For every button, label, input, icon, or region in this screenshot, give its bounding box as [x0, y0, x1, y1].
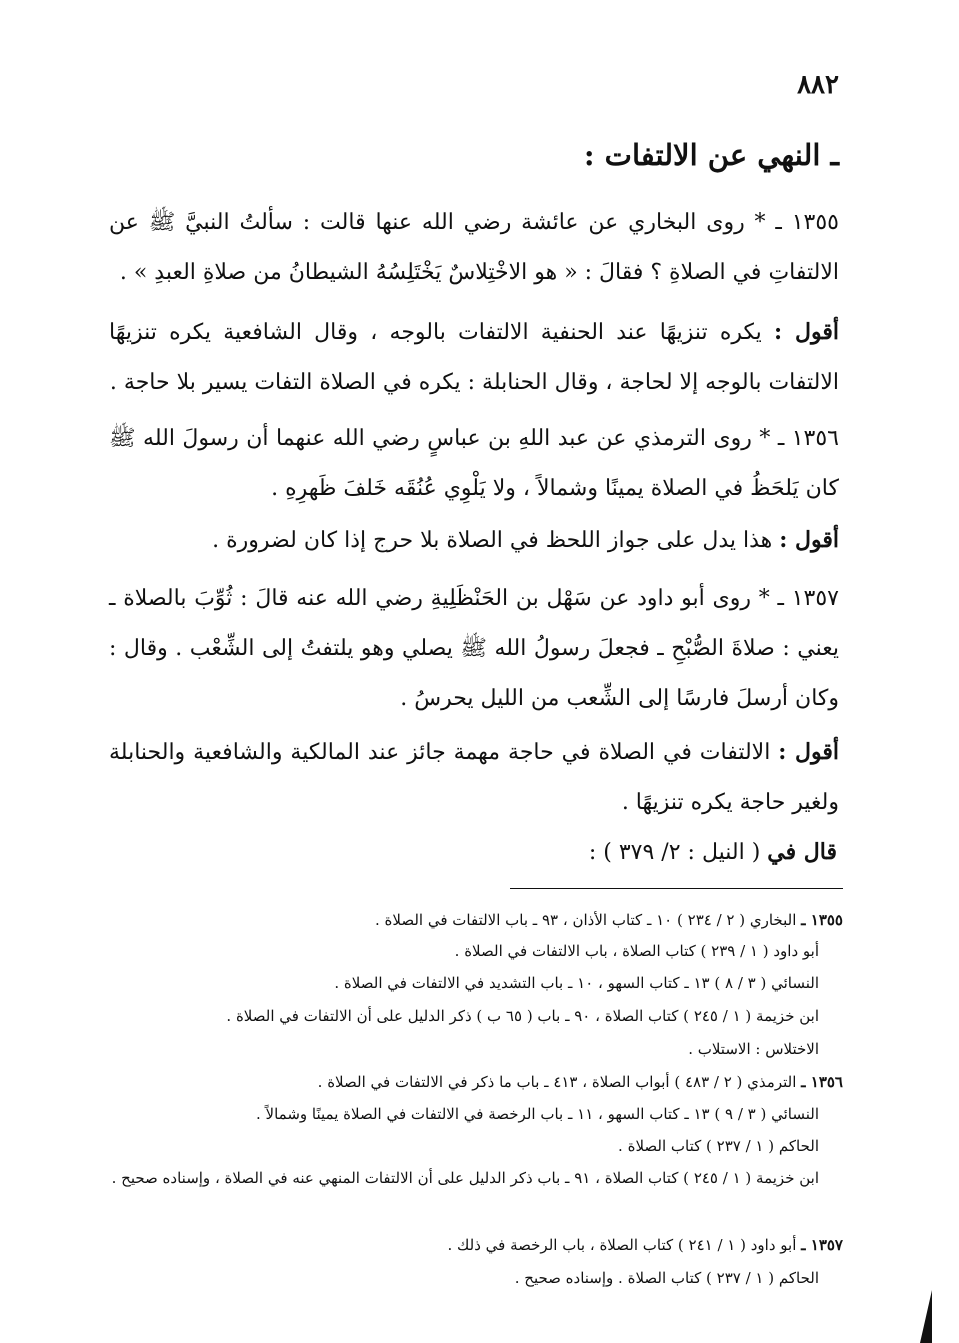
- footnote-text: البخاري ( ٢ / ٢٣٤ ) ١٠ ـ كتاب الأذان ، ٩٣ ـ باب الالتفات في الصلاة .: [375, 911, 802, 929]
- footnote-text: الترمذي ( ٢ / ٤٨٣ ) أبواب الصلاة ، ٤١٣ ـ باب ما ذكر في الالتفات في الصلاة .: [317, 1073, 802, 1091]
- commentary-label: أقول :: [779, 527, 839, 553]
- commentary-paragraph: [109, 307, 839, 408]
- footnote-text: الحاكم ( ١ / ٢٣٧ ) كتاب الصلاة .: [618, 1137, 819, 1155]
- footnote-line: [256, 1098, 819, 1131]
- footnote-line: [226, 1000, 819, 1033]
- footnote-text: أبو داود ( ١ / ٢٣٩ ) كتاب الصلاة ، باب الالتفات في الصلاة .: [454, 942, 819, 960]
- commentary-label: أقول :: [778, 739, 839, 765]
- footnote-text: ابن خزيمة ( ١ / ٢٤٥ ) كتاب الصلاة ، ٩٠ ـ باب ( ٦٥ ب ) ذكر الدليل على أن الالتفات في الصلاة .: [226, 1007, 819, 1025]
- footnote-1357: [447, 1229, 843, 1262]
- footnote-text: ابن خزيمة ( ١ / ٢٤٥ ) كتاب الصلاة ، ٩١ ـ باب ذكر الدليل على أن الالتفات المنهي عنه في الصلاة ، وإسناده صحيح .: [111, 1169, 819, 1187]
- paragraph-text: يكره تنزيهًا عند الحنفية الالتفات بالوجه ، وقال الشافعية يكره تنزيهًا الالتفات بالوجه إلا لحاجة ، وقال الحنابلة : يكره في الصلاة التفات يسير بلا حاجة .: [109, 320, 839, 395]
- hadith-1357-paragraph: [109, 574, 839, 724]
- scan-edge-mark: [920, 1290, 932, 1343]
- commentary-label: أقول :: [774, 319, 839, 345]
- footnote-text: الحاكم ( ١ / ٢٣٧ ) كتاب الصلاة . وإسناده صحيح .: [514, 1269, 819, 1287]
- footnote-line: [334, 967, 819, 1000]
- footnote-text: الاختلاس : الاستلاب .: [688, 1040, 819, 1058]
- hadith-1355-paragraph: [109, 198, 839, 298]
- footnote-number: ١٣٥٥ ـ: [801, 911, 843, 929]
- footnote-text: أبو داود ( ١ / ٢٤١ ) كتاب الصلاة ، باب الرخصة في ذلك .: [447, 1236, 802, 1254]
- paragraph-text: الالتفات في الصلاة في حاجة مهمة جائز عند المالكية والشافعية والحنابلة ولغير حاجة يكره تنزيهًا .: [109, 740, 839, 815]
- footnote-1355: [375, 904, 843, 937]
- quote-intro-paragraph: [107, 827, 837, 878]
- paragraph-text: هذا يدل على جواز اللحظ في الصلاة بلا حرج إذا كان لضرورة .: [212, 528, 780, 553]
- commentary-paragraph: [109, 515, 839, 566]
- paragraph-text: ١٣٥٥ ـ * روى البخاري عن عائشة رضي الله عنها قالت : سألتُ النبيَّ ﷺ عن الالتفاتِ في الصلاةِ ؟ فقالَ : « هو الاخْتِلاسٌ يَخْتَلِسُهُ الشيطانُ من صلاةِ العبدِ » .: [109, 210, 839, 285]
- paragraph-text: ١٣٥٦ ـ * روى الترمذي عن عبد اللهِ بن عباسٍ رضي الله عنهما أن رسولَ الله ﷺ كان يَلحَظُ في الصلاة يمينًا وشمالاً ، ولا يَلْوِي عُنُقَه خَلفَ ظَهرِهِ .: [109, 426, 839, 501]
- page-number: ٨٨٢: [797, 70, 839, 100]
- footnote-text: النسائي ( ٣ / ٨ ) ١٣ ـ كتاب السهو ، ١٠ ـ باب التشديد في الالتفات في الصلاة .: [334, 974, 819, 992]
- footnote-line: [688, 1033, 819, 1066]
- hadith-1356-paragraph: [109, 414, 839, 514]
- footnote-text: النسائي ( ٣ / ٩ ) ١٣ ـ كتاب السهو ، ١١ ـ باب الرخصة في الالتفات في الصلاة يمينًا وشمالاً .: [256, 1105, 819, 1123]
- footnote-line: [515, 1262, 819, 1295]
- commentary-paragraph: [109, 727, 839, 828]
- footnote-separator: [510, 888, 843, 889]
- quote-label: قال في: [767, 839, 837, 865]
- footnote-line: [455, 935, 819, 968]
- paragraph-text: ( النيل : ٢/ ٣٧٩ ) :: [588, 840, 768, 865]
- footnote-number: ١٣٥٦ ـ: [801, 1073, 843, 1091]
- footnote-number: ١٣٥٧ ـ: [801, 1236, 843, 1254]
- footnote-1356: [318, 1066, 843, 1099]
- paragraph-text: ١٣٥٧ ـ * روى أبو داود عن سَهْل بن الحَنْظَلِيةِ رضي الله عنه قالَ : ثُوِّبَ بالصلاة ـ يعني : صلاةَ الصُّبْحِ ـ فجعلَ رسولُ الله ﷺ يصلي وهو يلتفتُ إلى الشِّعْب . وقال : وكان أرسلَ فارسًا إلى الشِّعب من الليل يحرسُ .: [109, 586, 839, 711]
- footnote-line: [618, 1130, 819, 1163]
- footnote-line: [99, 1162, 819, 1195]
- section-heading: ـ النهي عن الالتفات :: [583, 138, 839, 172]
